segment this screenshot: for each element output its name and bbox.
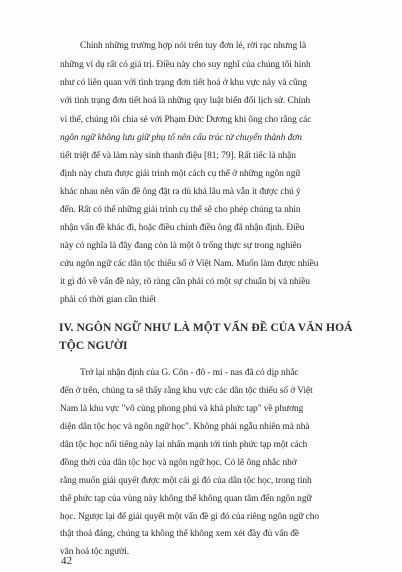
body-line: nhận vấn đề khác đi, hoặc điều chỉnh điều ông đã nhận định. Điều	[60, 223, 305, 233]
body-line: những ví dụ rất có giá trị. Điều này cho suy nghĩ của chúng tôi hình	[60, 60, 311, 70]
page-number: 42	[61, 555, 72, 567]
body-line: văn hoá tộc người.	[60, 547, 130, 557]
body-line-italic: ngôn ngữ không lưu giữ phụ tố nên cấu trúc từ chuyển thành đơn	[60, 133, 302, 143]
body-line: Trở lại nhận định của G. Côn - đô - mi - nas đã có dịp nhắc	[80, 368, 299, 378]
body-line: học. Ngược lại để giải quyết một vấn đề gì đó của riêng ngôn ngữ cho	[60, 512, 320, 522]
body-line: tiết triệt để và làm này sinh thanh điệu [81; 79]. Rất tiếc là nhận	[60, 151, 296, 161]
section-heading-line-1: IV. NGÔN NGỮ NHƯ LÀ MỘT VẤN ĐỀ CỦA VĂN HOÁ	[59, 322, 353, 334]
body-line: như có liên quan với tình trạng đơn tiết hoá ở khu vực này và cũng	[60, 78, 307, 88]
body-line: đến. Rất có thể những giải trình cụ thể sẽ cho phép chúng ta nhìn	[60, 205, 301, 215]
body-line: ít gì đó về vấn đề này, rõ ràng cần phải có một sự chuẩn bị và nhiều	[60, 277, 310, 287]
body-line: phải có thời gian cần thiết	[60, 295, 157, 305]
body-line: vì thế, chúng tôi chia sẻ với Phạm Đức Dương khi ông cho rằng các	[60, 115, 312, 125]
body-line: này có nghĩa là đây đang còn là một ô trống thực sự trong nghiên	[60, 241, 302, 251]
body-line: đồng thời của dân tộc học và ngôn ngữ học. Có lẽ ông nhắc nhở	[60, 458, 297, 468]
body-line: diện dân tộc học và ngôn ngữ học". Không phải ngẫu nhiên mà nhà	[60, 422, 310, 432]
body-line: khác nhau nên vấn đề ông đặt ra dù khá lâu mà vẫn ít được chú ý	[60, 187, 301, 197]
body-line: đến ở trên, chúng ta sẽ thấy rằng khu vực các dân tộc thiểu số ở Việt	[60, 386, 313, 396]
body-line: rằng muốn giải quyết được một cái gì đó của dân tộc học, trong tình	[60, 476, 312, 486]
body-line: thật thoả đáng, chúng ta không thể không xem xét đầy đủ vấn đề	[60, 529, 300, 539]
body-line: Nam là khu vực "vô cùng phong phú và khả phức tạp" về phương	[60, 404, 304, 414]
body-line: với tình trạng đơn tiết hoá là những quy luật biến đổi lịch sử. Chính	[60, 96, 311, 106]
body-line: cứu ngôn ngữ các dân tộc thiểu số ở Việt Nam. Muốn làm được nhiều	[60, 259, 319, 269]
body-line: định này chưa được giải trình một cách cụ thể ở những ngôn ngữ	[60, 169, 301, 179]
body-line: thế phức tạp của vùng này không thể không quan tâm đến ngôn ngữ	[60, 494, 312, 504]
section-heading-line-2: TỘC NGƯỜI	[59, 340, 128, 352]
body-line: Chính những trường hợp nói trên tuy đơn lẻ, rời rạc nhưng là	[80, 41, 307, 51]
body-line: dân tộc học nổi tiếng này lại nhấn mạnh tới tính phức tạp một cách	[60, 440, 308, 450]
